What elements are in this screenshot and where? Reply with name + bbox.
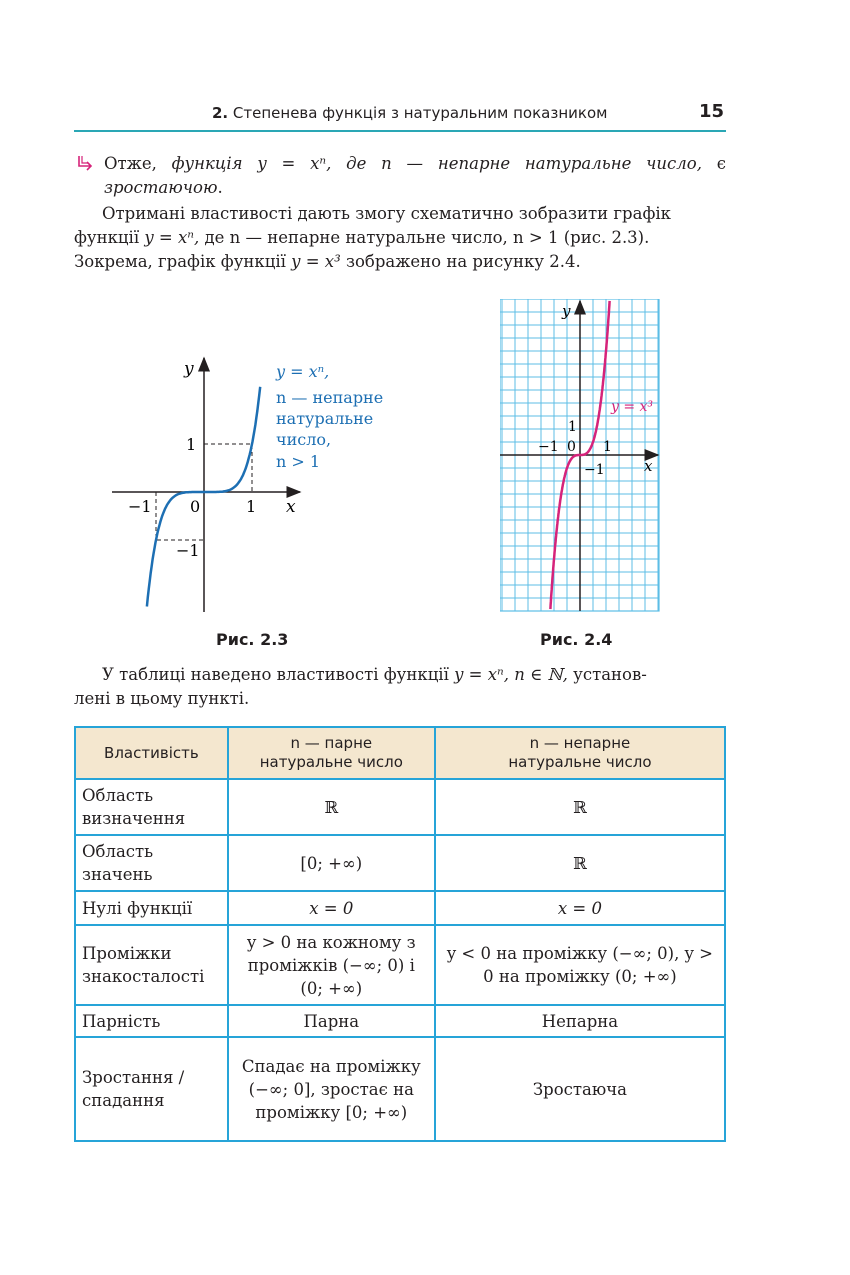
header-property: Властивість <box>75 727 228 779</box>
fig24-y-label: y <box>562 302 571 320</box>
table-intro-b: установ- <box>573 665 647 684</box>
properties-line-3-b: зображено на рисунку 2.4. <box>345 252 581 271</box>
header-odd: n — непарне натуральне число <box>435 727 725 779</box>
table-row <box>75 891 725 925</box>
hand-pointer-icon <box>76 153 98 175</box>
cell-even: Парна <box>228 1005 435 1037</box>
fig23-x-label: x <box>286 497 296 517</box>
conclusion-italic-2: де n — непарне натуральне число, <box>346 154 702 173</box>
cell-property: Нулі функції <box>75 891 228 925</box>
cell-odd: ℝ <box>435 835 725 891</box>
fig23-caption: Рис. 2.3 <box>216 630 289 649</box>
conclusion-italic-3: зростаючою <box>104 178 218 197</box>
fig24-tick-yneg1: −1 <box>584 462 605 478</box>
section-title <box>212 104 607 122</box>
fig24-caption: Рис. 2.4 <box>540 630 613 649</box>
properties-line-2 <box>74 226 726 250</box>
properties-line-3-formula: y = x³ <box>291 252 341 271</box>
figure-2-4 <box>500 299 662 613</box>
fig23-annotation-line: число, <box>276 430 332 449</box>
properties-paragraph <box>74 202 726 274</box>
conclusion-lead: Отже, <box>104 154 157 173</box>
page-number: 15 <box>698 101 724 122</box>
fig24-x-label: x <box>644 457 653 475</box>
conclusion-end: . <box>217 178 223 197</box>
properties-line-3-a: Зокрема, графік функції <box>74 252 286 271</box>
table-row <box>75 925 725 1005</box>
header-even: n — парне натуральне число <box>228 727 435 779</box>
fig24-tick-xneg1: −1 <box>538 439 559 455</box>
properties-line-2-b: де n — непарне натуральне число, n > 1 (рис. 2.3). <box>204 228 650 247</box>
fig23-annotation-line: натуральне <box>276 409 374 428</box>
conclusion-italic-1: функція <box>171 154 243 173</box>
fig23-tick-x1: 1 <box>246 497 257 516</box>
cell-odd: Непарна <box>435 1005 725 1037</box>
figure-2-3 <box>100 340 420 625</box>
fig24-curve-label: y = x³ <box>611 399 654 415</box>
cell-property: Парність <box>75 1005 228 1037</box>
fig24-origin: 0 <box>567 439 576 455</box>
conclusion-word: є <box>716 154 727 173</box>
fig24-tick-y1: 1 <box>568 419 577 435</box>
fig23-tick-y1: 1 <box>186 435 197 454</box>
cell-property: Зростання / спадання <box>75 1037 228 1141</box>
table-row <box>75 1037 725 1141</box>
fig24-tick-x1: 1 <box>603 439 612 455</box>
section-number: 2. <box>212 104 229 122</box>
fig23-annotation-line: n > 1 <box>276 452 321 471</box>
properties-table <box>74 726 726 1142</box>
properties-line-2-a: функції <box>74 228 140 247</box>
table-row <box>75 835 725 891</box>
cell-odd: ℝ <box>435 779 725 835</box>
fig23-annotation-line: y = xⁿ, <box>276 362 330 381</box>
conclusion-formula: y = xⁿ, <box>257 154 332 173</box>
fig23-annotation <box>275 362 383 471</box>
properties-line-3 <box>74 250 726 274</box>
cell-odd: x = 0 <box>435 891 725 925</box>
fig23-origin: 0 <box>190 497 201 516</box>
table-intro-line-2: лені в цьому пункті. <box>74 689 250 708</box>
conclusion-paragraph <box>104 152 726 200</box>
table-intro-line-1 <box>74 663 726 687</box>
table-intro-formula: y = xⁿ, n ∈ ℕ, <box>454 665 568 684</box>
cell-even: ℝ <box>228 779 435 835</box>
cell-odd: Зростаюча <box>435 1037 725 1141</box>
properties-line-2-formula: y = xⁿ, <box>144 228 200 247</box>
table-header-row <box>75 727 725 779</box>
cell-property: Область визначення <box>75 779 228 835</box>
cell-even: Спадає на проміжку (−∞; 0], зростає на проміжку [0; +∞) <box>228 1037 435 1141</box>
cell-odd: y < 0 на проміжку (−∞; 0), y > 0 на проміжку (0; +∞) <box>435 925 725 1005</box>
table-intro-paragraph <box>74 663 726 711</box>
fig23-tick-yneg1: −1 <box>176 541 200 560</box>
cell-property: Область значень <box>75 835 228 891</box>
properties-line-1: Отримані властивості дають змогу схематично зобразити графік <box>102 204 671 223</box>
table-intro-a: У таблиці наведено властивості функції <box>102 665 449 684</box>
cell-property: Проміжки знакосталості <box>75 925 228 1005</box>
cell-even: [0; +∞) <box>228 835 435 891</box>
fig23-y-label: y <box>184 359 194 379</box>
section-title-text: Степенева функція з натуральним показником <box>232 104 608 122</box>
running-header <box>74 100 726 132</box>
table-row <box>75 779 725 835</box>
fig23-annotation-line: n — непарне <box>276 388 384 407</box>
cell-even: y > 0 на кожному з проміжків (−∞; 0) і (0; +∞) <box>228 925 435 1005</box>
table-row <box>75 1005 725 1037</box>
fig23-tick-xneg1: −1 <box>128 497 152 516</box>
cell-even: x = 0 <box>228 891 435 925</box>
